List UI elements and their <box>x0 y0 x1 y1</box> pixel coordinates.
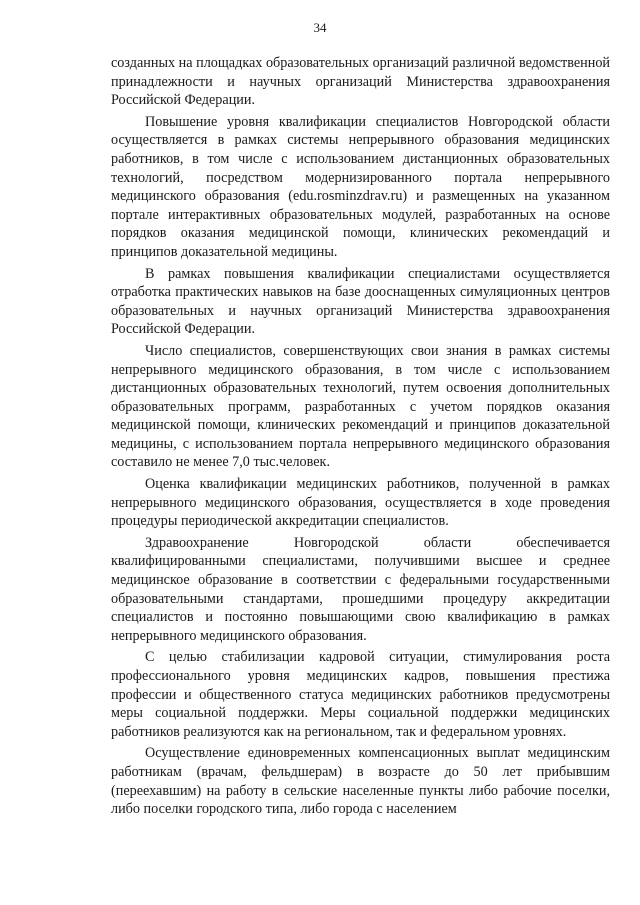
paragraph-social-support: С целью стабилизации кадровой ситуации, стимулирования роста профессионального уровня медицинских кадров, повышения престижа профессии и общественного статуса медицинских работников предусмотрены меры социальной поддержки. Меры социальной поддержки медицинских работников реализуются как на региональном, так и федеральном уровнях. <box>111 649 610 740</box>
paragraph-continued: созданных на площадках образовательных организаций различной ведомственной принадлежности и научных организаций Министерства здравоохранения Российской Федерации. <box>111 55 610 109</box>
paragraph-compensation: Осуществление единовременных компенсационных выплат медицинским работникам (врачам, фельдшерам) в возрасте до 50 лет прибывшим (переехавшим) на работу в сельские населенные пункты либо рабочие поселки, либо поселки городского типа, либо города с населением <box>111 745 610 818</box>
paragraph-qualification: Повышение уровня квалификации специалистов Новгородской области осуществляется в рамках системы непрерывного образования медицинских работников, в том числе с использованием дистанционных образовательных технологий, посредством модернизированного портала непрерывного медицинского образования (edu.rosminzdrav.ru) и размещенных на указанном портале интерактивных образовательных модулей, разработанных на основе порядков оказания медицинской помощи, клинических рекомендаций и принципов доказательной медицины. <box>111 113 610 260</box>
paragraph-assessment: Оценка квалификации медицинских работников, полученной в рамках непрерывного медицинского образования, осуществляется в ходе проведения процедуры периодической аккредитации специалистов. <box>111 476 610 530</box>
paragraph-staffing: Здравоохранение Новгородской области обеспечивается квалифицированными специалистами, получившими высшее и среднее медицинское образование в соответствии с федеральными государственными образовательными стандартами, прошедшими процедуру аккредитации специалистов и постоянно повышающими свою квалификацию в рамках непрерывного медицинского образования. <box>111 534 610 644</box>
paragraph-simulation: В рамках повышения квалификации специалистами осуществляется отработка практических навыков на базе дооснащенных симуляционных центров образовательных и научных организаций Министерства здравоохранения Российской Федерации. <box>111 265 610 338</box>
paragraph-specialists-count: Число специалистов, совершенствующих свои знания в рамках системы непрерывного медицинского образования, в том числе с использованием дистанционных образовательных технологий, путем освоения дополнительных образовательных программ, разработанных с учетом порядков оказания медицинской помощи, клинических рекомендаций и принципов доказательной медицины, с использованием портала непрерывного медицинского образования составило не менее 7,0 тыс.человек. <box>111 342 610 471</box>
page-number: 34 <box>313 20 327 35</box>
document-body <box>111 54 610 819</box>
